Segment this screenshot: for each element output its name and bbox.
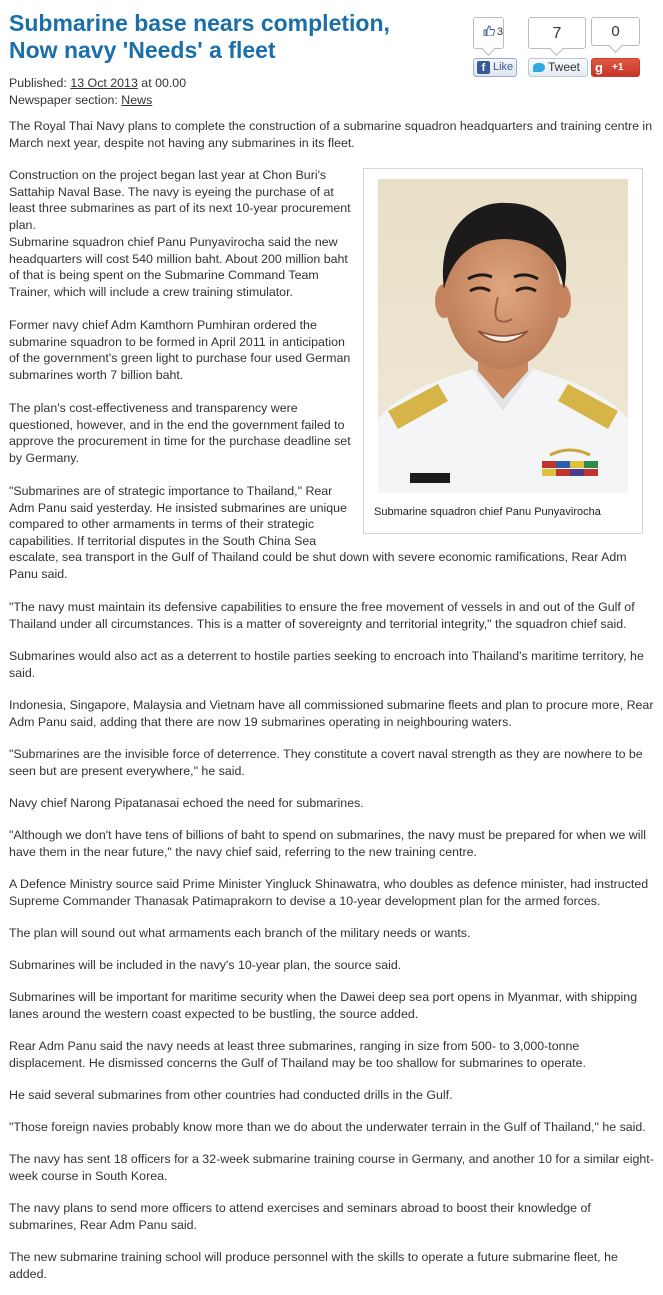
section-link[interactable]: News xyxy=(121,93,153,107)
paragraph-17: Rear Adm Panu said the navy needs at least three submarines, ranging in size from 500- to 3,000-tonne displacement. He dismissed concerns the Gulf of Thailand may be too shallow for submarines to operate. xyxy=(9,1039,586,1070)
article-title-line-1: Submarine base nears completion, xyxy=(9,10,390,36)
published-date-link[interactable]: 13 Oct 2013 xyxy=(70,76,138,90)
facebook-like-button[interactable] xyxy=(473,58,517,77)
tweet-count: 7 xyxy=(552,25,562,42)
paragraph-10: "Submarines are the invisible force of deterrence. They constitute a covert naval strength as they are nowhere to be seen but are present everywhere," he said. xyxy=(9,747,643,778)
tweet-count-box xyxy=(528,17,586,49)
paragraph-6-continued: escalate, sea transport in the Gulf of Thailand could be shut down with severe economic ramifications, Rear Adm Panu said. xyxy=(9,550,627,581)
published-line xyxy=(9,75,186,92)
article-title xyxy=(9,10,449,64)
google-plus-button[interactable] xyxy=(591,58,640,77)
section-line xyxy=(9,92,186,109)
paragraph-19: "Those foreign navies probably know more than we do about the underwater terrain in the Gulf of Thailand," he said. xyxy=(9,1120,646,1134)
google-plus-icon: g xyxy=(595,60,603,75)
paragraph-15: Submarines will be included in the navy's 10-year plan, the source said. xyxy=(9,958,402,972)
paragraph-5: The plan's cost-effectiveness and transparency were questioned, however, and in the end the government failed to approve the procurement in time for the purchase deadline set by Germany. xyxy=(9,401,351,465)
tweet-label: Tweet xyxy=(548,60,581,74)
paragraph-22: The new submarine training school will produce personnel with the skills to operate a future submarine fleet, he added. xyxy=(9,1250,618,1281)
paragraph-2: Construction on the project began last year at Chon Buri's Sattahip Naval Base. The navy is eyeing the purchase of at least three submarines as part of its next 10-year procurement plan. xyxy=(9,168,351,232)
photo-figure xyxy=(363,168,643,534)
paragraph-6: "Submarines are of strategic importance to Thailand," Rear Adm Panu said yesterday. He insisted submarines are unique compared to other armaments in terms of their strategic capabilities. If territorial disputes in the South China Sea xyxy=(9,484,347,548)
published-time: at 00.00 xyxy=(141,76,187,90)
twitter-bird-icon xyxy=(533,63,545,72)
paragraph-13: A Defence Ministry source said Prime Minister Yingluck Shinawatra, who doubles as defence minister, had instructed Supreme Commander Thanasak Patimaprakorn to devise a 10-year development plan for the armed forces. xyxy=(9,877,649,908)
paragraph-11: Navy chief Narong Pipatanasai echoed the need for submarines. xyxy=(9,796,364,810)
paragraph-16: Submarines will be important for maritime security when the Dawei deep sea port opens in Myanmar, with shipping lanes around the western coast expected to be bustling, the source added. xyxy=(9,990,638,1021)
paragraph-3: Submarine squadron chief Panu Punyavirocha said the new headquarters will cost 540 million baht. About 200 million baht of that is being spent on the Submarine Command Team Trainer, which will include a crew training stimulator. xyxy=(9,235,348,299)
paragraph-12: "Although we don't have tens of billions of baht to spend on submarines, the navy must be prepared for when we will have them in the near future," the navy chief said, referring to the new training centre. xyxy=(9,828,646,859)
paragraph-7: "The navy must maintain its defensive capabilities to ensure the free movement of vessels in and out of the Gulf of Thailand under all circumstances. This is a matter of sovereignty and territorial integrity," the squadron chief said. xyxy=(9,600,635,631)
google-plus-label: +1 xyxy=(612,62,624,73)
section-label: Newspaper section: xyxy=(9,93,118,107)
article-meta xyxy=(9,75,186,109)
portrait-photo xyxy=(378,179,628,493)
facebook-like-label: Like xyxy=(493,61,514,73)
paragraph-21: The navy plans to send more officers to attend exercises and seminars abroad to boost their knowledge of submarines, Rear Adm Panu said. xyxy=(9,1201,591,1232)
thumbs-count-box[interactable] xyxy=(473,17,504,49)
tweet-button[interactable] xyxy=(528,58,588,77)
thumbs-count: 3 xyxy=(497,26,504,38)
photo-caption: Submarine squadron chief Panu Punyavirocha xyxy=(374,506,601,518)
paragraph-18: He said several submarines from other countries had conducted drills in the Gulf. xyxy=(9,1088,453,1102)
thumbs-up-icon xyxy=(483,25,495,36)
published-label: Published: xyxy=(9,76,67,90)
paragraph-8: Submarines would also act as a deterrent to hostile parties seeking to encroach into Thailand's maritime territory, he said. xyxy=(9,649,644,680)
paragraph-20: The navy has sent 18 officers for a 32-week submarine training course in Germany, and another 10 for a similar eight-week course in South Korea. xyxy=(9,1152,654,1183)
paragraph-14: The plan will sound out what armaments each branch of the military needs or wants. xyxy=(9,926,471,940)
facebook-icon: f xyxy=(477,61,490,74)
gplus-count: 0 xyxy=(611,23,620,40)
article-title-line-2: Now navy 'Needs' a fleet xyxy=(9,37,276,63)
paragraph-4: Former navy chief Adm Kamthorn Pumhiran ordered the submarine squadron to be formed in April 2011 in anticipation of the government's green light to purchase four used German submarines worth 7 billion baht. xyxy=(9,318,351,382)
paragraph-1: The Royal Thai Navy plans to complete the construction of a submarine squadron headquarters and training centre in March next year, despite not having any submarines in its fleet. xyxy=(9,119,653,150)
gplus-count-box xyxy=(591,17,640,46)
paragraph-9: Indonesia, Singapore, Malaysia and Vietnam have all commissioned submarine fleets and plan to procure more, Rear Adm Panu said, adding that there are now 19 submarines operating in neighbouring waters. xyxy=(9,698,654,729)
